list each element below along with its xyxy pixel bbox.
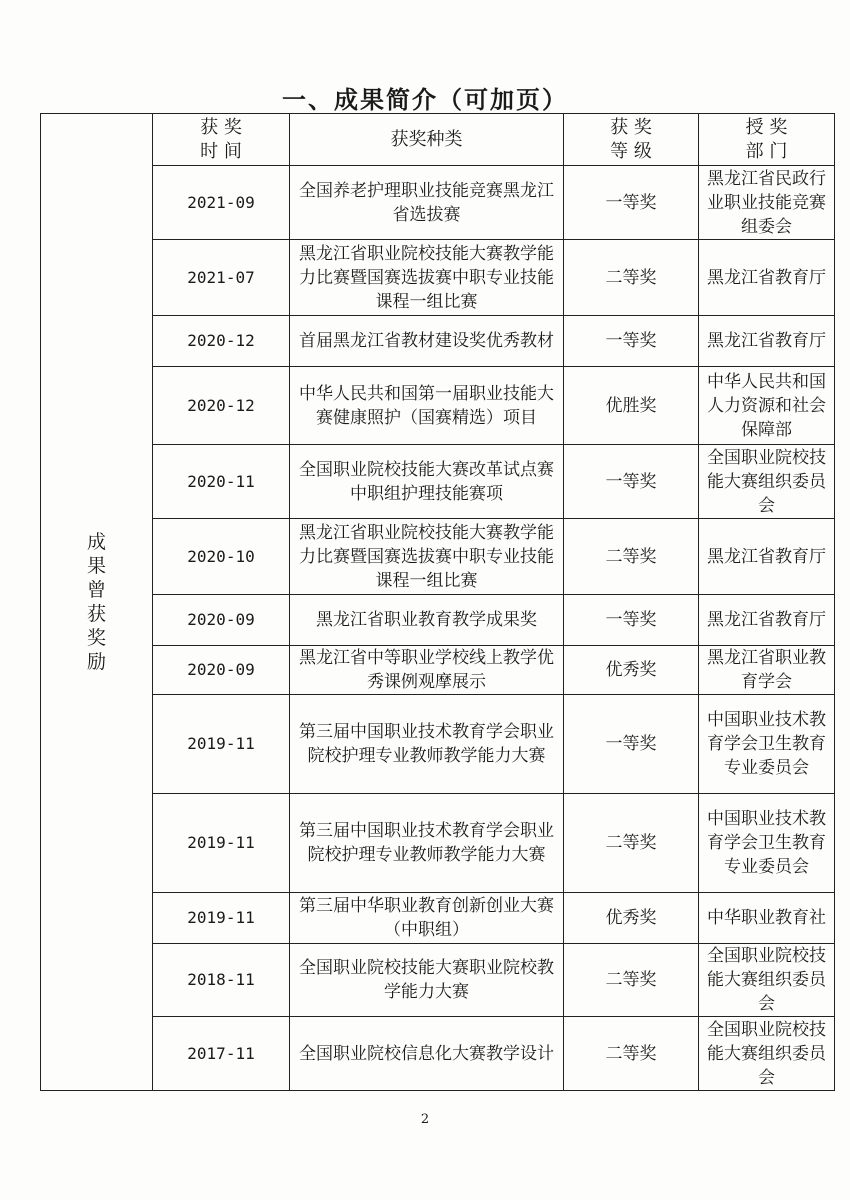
table-row [41,367,835,445]
award-level-cell: 一等奖 [564,166,699,240]
award-type-cell: 黑龙江省中等职业学校线上教学优秀课例观摩展示 [290,646,564,695]
awards-table-body [41,114,835,1091]
table-row [41,519,835,595]
table-row [41,240,835,316]
table-row [41,944,835,1017]
side-label-char: 励 [86,651,106,673]
award-dept-cell: 黑龙江省职业教育学会 [699,646,835,695]
award-level-cell: 优秀奖 [564,646,699,695]
table-row [41,316,835,367]
award-level-cell: 二等奖 [564,1017,699,1091]
table-row [41,595,835,646]
award-level-cell: 一等奖 [564,595,699,646]
award-level-cell: 优胜奖 [564,367,699,445]
award-date-cell: 2018-11 [153,944,290,1017]
side-label-char: 奖 [86,627,106,649]
table-row [41,1017,835,1091]
header-date [153,114,290,166]
award-dept-cell: 中国职业技术教育学会卫生教育专业委员会 [699,794,835,893]
award-type-cell: 第三届中国职业技术教育学会职业院校护理专业教师教学能力大赛 [290,794,564,893]
award-level-cell: 二等奖 [564,240,699,316]
page-number: 2 [420,1112,430,1127]
award-level-cell: 一等奖 [564,316,699,367]
award-dept-cell: 黑龙江省教育厅 [699,240,835,316]
award-level-cell: 二等奖 [564,794,699,893]
award-type-cell: 全国职业院校信息化大赛教学设计 [290,1017,564,1091]
award-type-cell: 第三届中华职业教育创新创业大赛（中职组） [290,893,564,944]
award-date-cell: 2020-10 [153,519,290,595]
award-dept-cell: 全国职业院校技能大赛组织委员会 [699,1017,835,1091]
header-date-line2: 时 间 [200,140,242,162]
table-row [41,646,835,695]
award-dept-cell: 中国职业技术教育学会卫生教育专业委员会 [699,695,835,794]
award-dept-cell: 中华人民共和国人力资源和社会保障部 [699,367,835,445]
award-dept-cell: 黑龙江省民政行业职业技能竞赛组委会 [699,166,835,240]
award-dept-cell: 全国职业院校技能大赛组织委员会 [699,445,835,519]
award-dept-cell: 黑龙江省教育厅 [699,519,835,595]
award-type-cell: 中华人民共和国第一届职业技能大赛健康照护（国赛精选）项目 [290,367,564,445]
award-level-cell: 优秀奖 [564,893,699,944]
side-label-char: 成 [86,531,106,553]
award-type-cell: 第三届中国职业技术教育学会职业院校护理专业教师教学能力大赛 [290,695,564,794]
side-label-char: 果 [86,555,106,577]
award-dept-cell: 黑龙江省教育厅 [699,595,835,646]
side-label-char: 曾 [86,579,106,601]
header-level-line2: 等 级 [610,140,652,162]
award-level-cell: 二等奖 [564,519,699,595]
award-type-cell: 黑龙江省职业院校技能大赛教学能力比赛暨国赛选拔赛中职专业技能课程一组比赛 [290,519,564,595]
table-row [41,166,835,240]
award-date-cell: 2021-07 [153,240,290,316]
award-date-cell: 2020-12 [153,367,290,445]
award-date-cell: 2020-12 [153,316,290,367]
header-row [41,114,835,166]
award-date-cell: 2020-11 [153,445,290,519]
table-row [41,794,835,893]
award-dept-cell: 中华职业教育社 [699,893,835,944]
page-title: 一、成果简介（可加页） [282,86,568,114]
table-row [41,695,835,794]
award-date-cell: 2019-11 [153,794,290,893]
awards-table [40,113,835,1091]
table-row [41,445,835,519]
header-level [564,114,699,166]
award-type-cell: 全国养老护理职业技能竞赛黑龙江省选拔赛 [290,166,564,240]
award-level-cell: 二等奖 [564,944,699,1017]
award-date-cell: 2020-09 [153,595,290,646]
award-dept-cell: 全国职业院校技能大赛组织委员会 [699,944,835,1017]
table-row [41,893,835,944]
award-date-cell: 2017-11 [153,1017,290,1091]
header-dept [699,114,835,166]
side-label-char: 获 [86,603,106,625]
award-date-cell: 2021-09 [153,166,290,240]
side-label-cell [41,114,153,1091]
header-dept-line1: 授 奖 [745,116,788,138]
award-type-cell: 全国职业院校技能大赛改革试点赛中职组护理技能赛项 [290,445,564,519]
award-dept-cell: 黑龙江省教育厅 [699,316,835,367]
award-type-cell: 黑龙江省职业院校技能大赛教学能力比赛暨国赛选拔赛中职专业技能课程一组比赛 [290,240,564,316]
header-date-line1: 获 奖 [200,116,242,138]
award-type-cell: 黑龙江省职业教育教学成果奖 [290,595,564,646]
header-level-line1: 获 奖 [610,116,652,138]
header-dept-line2: 部 门 [745,140,788,162]
award-level-cell: 一等奖 [564,445,699,519]
award-date-cell: 2019-11 [153,893,290,944]
award-type-cell: 全国职业院校技能大赛职业院校教学能力大赛 [290,944,564,1017]
award-type-cell: 首届黑龙江省教材建设奖优秀教材 [290,316,564,367]
header-type: 获奖种类 [290,114,564,166]
award-level-cell: 一等奖 [564,695,699,794]
award-date-cell: 2020-09 [153,646,290,695]
award-date-cell: 2019-11 [153,695,290,794]
